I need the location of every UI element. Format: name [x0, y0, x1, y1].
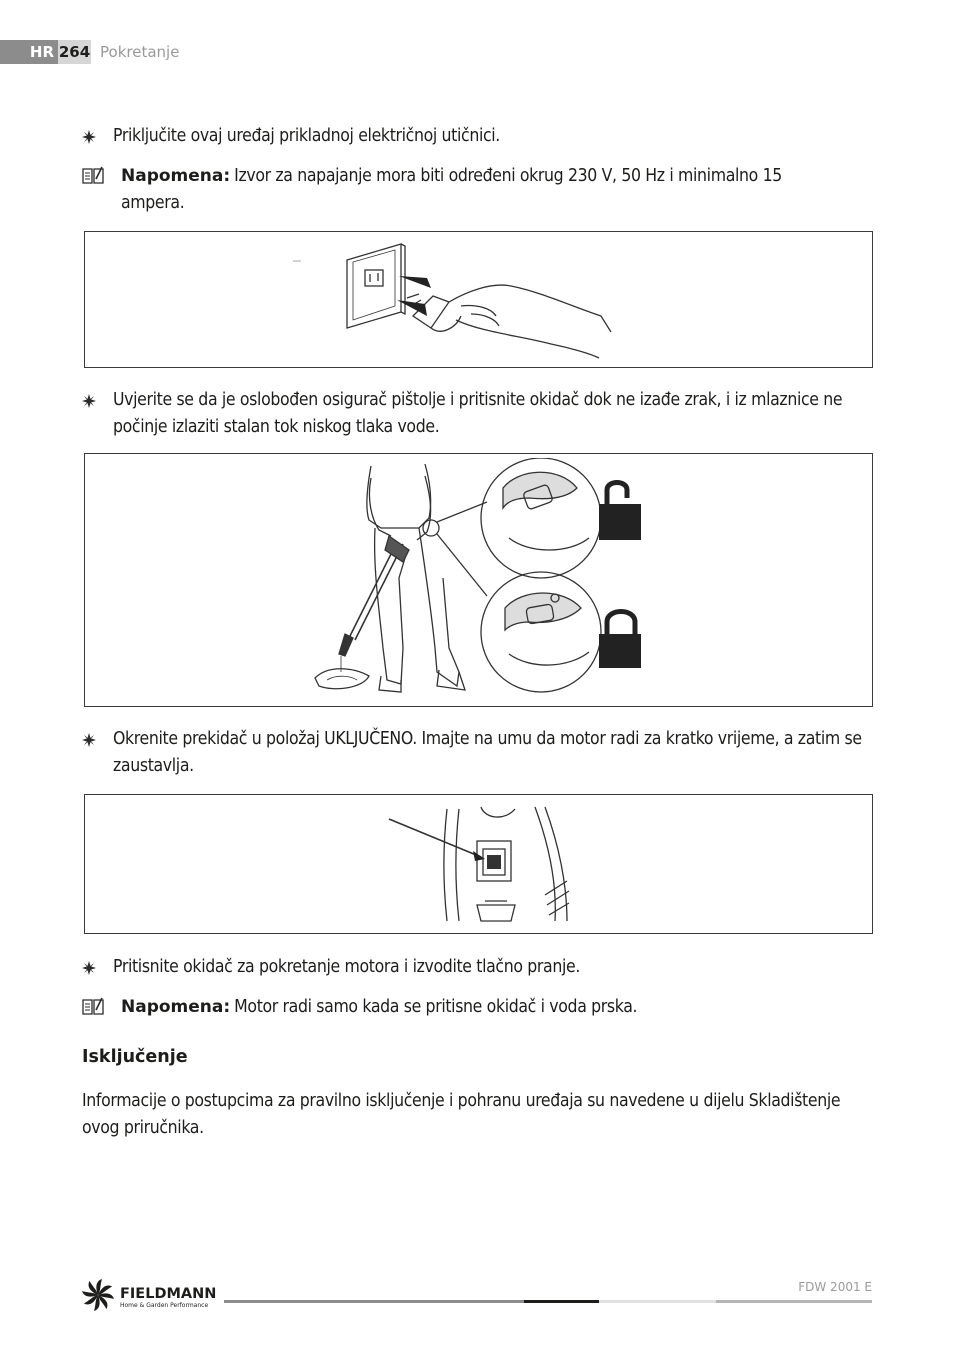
- model-number: FDW 2001 E: [798, 1280, 872, 1294]
- fan-logo-icon: [82, 1277, 222, 1313]
- step-text: Pritisnite okidač za pokretanje motora i izvodite tlačno pranje.: [113, 957, 580, 977]
- chapter-title: Pokretanje: [100, 43, 180, 61]
- bullet-icon: [82, 394, 96, 408]
- footer-rule: [224, 1300, 524, 1303]
- brand-logo: [82, 1277, 222, 1313]
- footer-rule: [524, 1300, 599, 1303]
- step-text: Uvjerite se da je oslobođen osigurač pištolje i pritisnite okidač dok ne izađe zrak, i iz mlaznice ne počinje izlaziti stalan tok niskog tlaka vode.: [113, 390, 843, 437]
- figure-safety-lock: [84, 453, 873, 707]
- note-text: Motor radi samo kada se pritisne okidač i voda prska.: [234, 997, 638, 1017]
- spray-gun-illustration: [309, 458, 649, 702]
- note-label: Napomena:: [121, 997, 231, 1017]
- bullet-icon: [82, 733, 96, 747]
- page-header: [0, 40, 179, 64]
- figure-plug-socket: [84, 231, 873, 368]
- bullet-icon: [82, 961, 96, 975]
- page-number: 264: [58, 40, 91, 64]
- note-text: Izvor za napajanje mora biti određeni okrug 230 V, 50 Hz i minimalno 15 ampera.: [121, 166, 782, 213]
- step-text: Priključite ovaj uređaj prikladnoj električnoj utičnici.: [113, 126, 500, 146]
- section-heading: Isključenje: [82, 1047, 188, 1067]
- brand-name: FIELDMANN: [120, 1286, 217, 1302]
- note: [121, 163, 841, 217]
- brand-tagline: Home & Garden Performance: [120, 1302, 209, 1309]
- language-code: HR: [0, 40, 58, 64]
- bullet-icon: [82, 130, 96, 144]
- footer-rule: [599, 1300, 716, 1303]
- step-text: Okrenite prekidač u položaj UKLJUČENO. Imajte na umu da motor radi za kratko vrijeme, a zatim se zaustavlja.: [113, 729, 862, 776]
- figure-power-switch: [84, 794, 873, 934]
- footer-rule: [716, 1300, 872, 1303]
- unlock-icon: [599, 483, 641, 541]
- switch-illustration: [385, 805, 575, 925]
- note: [121, 994, 861, 1021]
- lock-icon: [599, 612, 641, 669]
- note-label: Napomena:: [121, 166, 231, 186]
- plug-illustration: [281, 236, 621, 364]
- note-book-icon: [82, 997, 104, 1016]
- note-book-icon: [82, 166, 104, 185]
- section-body: Informacije o postupcima za pravilno isključenje i pohranu uređaja su navedene u dijelu Skladištenje ovog priručnika.: [82, 1091, 841, 1138]
